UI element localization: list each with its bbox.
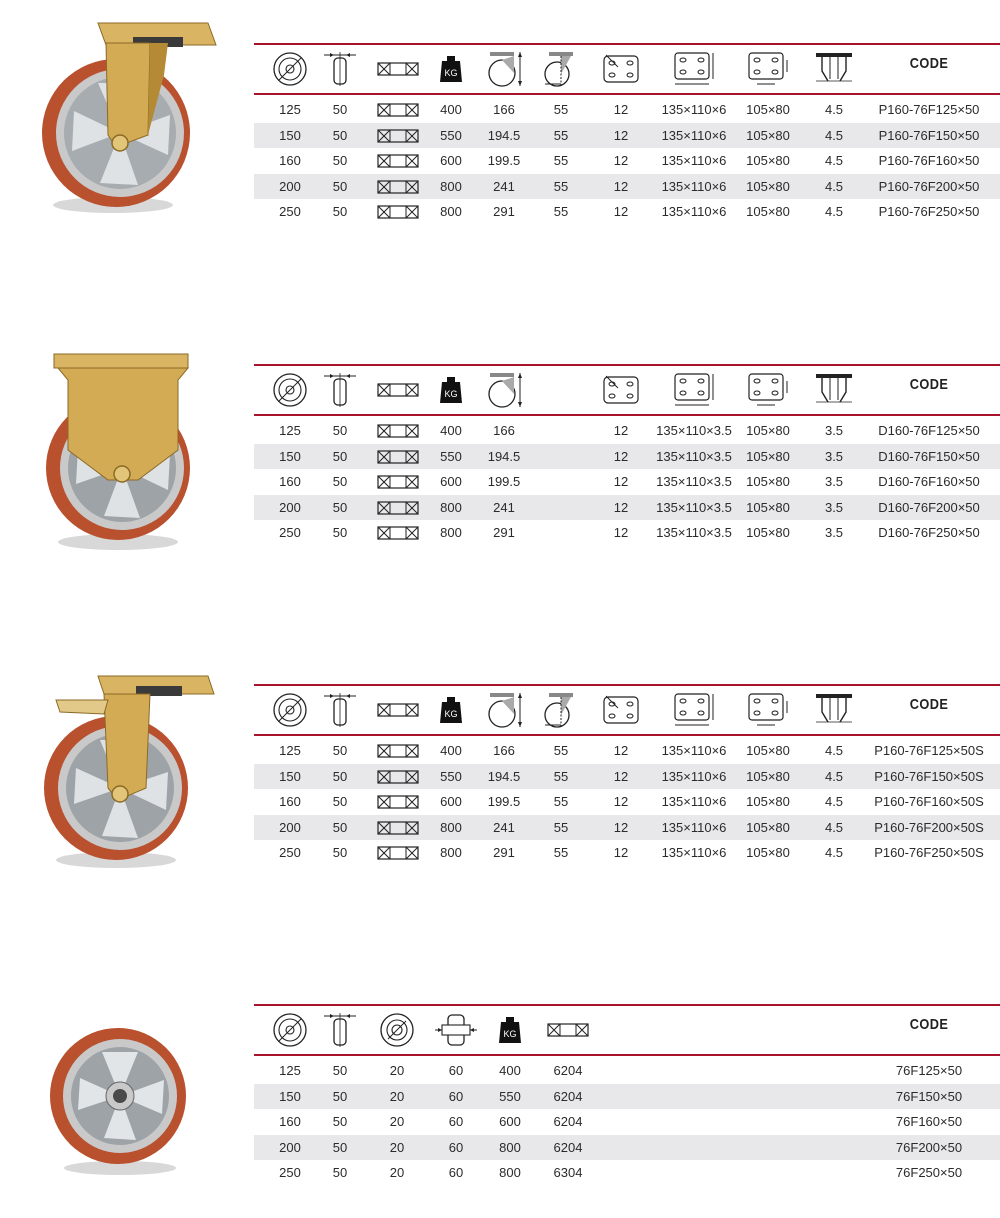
plate-size-value: 135×110×6	[661, 794, 727, 810]
bolt-hole-value: 12	[613, 448, 629, 464]
wheel-diameter-value: 160	[279, 474, 301, 490]
load-capacity-icon	[487, 1010, 533, 1050]
plate-size-value: 135×110×6	[661, 204, 727, 220]
wheel-diameter-icon	[267, 690, 313, 730]
wheel-diameter-value: 150	[279, 448, 301, 464]
plate-size-value: 135×110×3.5	[656, 474, 732, 490]
wheel-diameter-value: 125	[279, 1063, 301, 1078]
wheel-diameter-value: 125	[279, 102, 301, 117]
bearing-type-icon	[375, 690, 421, 730]
thickness-value: 4.5	[824, 768, 844, 784]
load-value: 400	[499, 1063, 521, 1078]
code-value: 76F200×50	[895, 1139, 963, 1155]
bore-value: 20	[389, 1088, 405, 1104]
bolt-hole-value: 12	[613, 423, 629, 438]
table-row	[254, 520, 1000, 546]
svg-text:KG: KG	[444, 68, 458, 78]
bolt-spacing-value: 105×80	[746, 525, 790, 541]
thickness-value: 4.5	[824, 204, 844, 220]
code-value: P160-76F200×50	[878, 178, 980, 194]
wheel-diameter-value: 160	[279, 794, 301, 810]
bolt-hole-value: 12	[613, 743, 629, 758]
hub-length-value: 60	[448, 1088, 464, 1104]
load-value: 400	[440, 102, 462, 117]
thickness-value: 4.5	[824, 102, 844, 117]
load-value: 600	[440, 794, 462, 810]
wheel-diameter-value: 150	[279, 1088, 301, 1104]
code-value: P160-76F125×50S	[874, 743, 984, 758]
bolt-hole-value: 12	[613, 474, 629, 490]
table-top-rule	[254, 684, 1000, 686]
wheel-diameter-value: 250	[279, 1165, 301, 1181]
plate-size-value: 135×110×6	[661, 153, 727, 169]
height-value: 241	[493, 178, 515, 194]
wheel-width-value: 50	[332, 204, 348, 220]
bearing-value: 6204	[553, 1139, 583, 1155]
bearing-type-icon	[377, 129, 419, 143]
bolt-hole-value: 12	[613, 794, 629, 810]
bolt-spacing-icon	[745, 49, 791, 89]
bearing-type-icon	[377, 475, 419, 489]
load-value: 550	[440, 127, 462, 143]
bore-diameter-icon	[374, 1010, 420, 1050]
height-value: 194.5	[487, 768, 521, 784]
wheel-width-value: 50	[332, 448, 348, 464]
load-capacity-icon	[428, 690, 474, 730]
svg-text:KG: KG	[444, 389, 458, 399]
load-value: 400	[440, 423, 462, 438]
code-value: P160-76F250×50S	[874, 845, 984, 861]
table-row	[254, 1058, 1000, 1084]
bolt-spacing-value: 105×80	[746, 499, 790, 515]
code-header: CODE	[909, 376, 949, 393]
bearing-type-icon	[377, 424, 419, 438]
bearing-type-icon	[545, 1010, 591, 1050]
bolt-hole-value: 12	[613, 819, 629, 835]
bearing-type-icon	[375, 370, 421, 410]
height-value: 166	[493, 423, 515, 438]
bolt-spacing-value: 105×80	[746, 743, 790, 758]
table-row	[254, 97, 1000, 123]
height-value: 166	[493, 743, 515, 758]
bolt-spacing-value: 105×80	[746, 178, 790, 194]
plate-size-value: 135×110×3.5	[656, 525, 732, 541]
wheel-diameter-value: 200	[279, 178, 301, 194]
code-value: D160-76F200×50	[878, 499, 980, 515]
table-row	[254, 418, 1000, 444]
bolt-hole-value: 12	[613, 525, 629, 541]
bearing-type-icon	[377, 501, 419, 515]
thickness-value: 4.5	[824, 153, 844, 169]
header-rule	[254, 414, 1000, 416]
bolt-spacing-value: 105×80	[746, 768, 790, 784]
wheel-width-value: 50	[332, 743, 348, 758]
plate-size-value: 135×110×3.5	[656, 423, 732, 438]
plate-size-value: 135×110×6	[661, 743, 727, 758]
offset-value: 55	[553, 794, 569, 810]
overall-height-icon	[481, 370, 527, 410]
bearing-type-icon	[377, 205, 419, 219]
top-plate-size-icon	[671, 690, 717, 730]
wheel-width-value: 50	[332, 525, 348, 541]
bearing-type-icon	[377, 103, 419, 117]
code-value: P160-76F150×50S	[874, 768, 984, 784]
wheel-width-value: 50	[332, 768, 348, 784]
bolt-hole-value: 12	[613, 178, 629, 194]
offset-value: 55	[553, 153, 569, 169]
wheel-diameter-icon	[267, 1010, 313, 1050]
bolt-hole-value: 12	[613, 845, 629, 861]
code-value: D160-76F125×50	[878, 423, 980, 438]
wheel-only-image	[38, 1018, 228, 1218]
table-top-rule	[254, 43, 1000, 45]
thickness-value: 4.5	[824, 743, 844, 758]
svg-text:KG: KG	[444, 709, 458, 719]
bore-value: 20	[389, 1114, 405, 1130]
rigid-caster-image	[38, 350, 228, 550]
code-value: 76F125×50	[895, 1063, 963, 1078]
load-value: 400	[440, 743, 462, 758]
bolt-spacing-icon	[745, 690, 791, 730]
wheel-diameter-value: 150	[279, 768, 301, 784]
bolt-spacing-value: 105×80	[746, 204, 790, 220]
overall-height-icon	[481, 690, 527, 730]
bearing-type-icon	[377, 526, 419, 540]
table-top-rule	[254, 364, 1000, 366]
svg-text:KG: KG	[503, 1029, 517, 1039]
offset-value: 55	[553, 102, 569, 117]
swivel-offset-icon	[538, 690, 584, 730]
code-value: P160-76F160×50S	[874, 794, 984, 810]
plate-size-value: 135×110×6	[661, 102, 727, 117]
wheel-width-icon	[317, 690, 363, 730]
table-row	[254, 764, 1000, 790]
wheel-width-value: 50	[332, 127, 348, 143]
bearing-type-icon	[377, 154, 419, 168]
plate-size-value: 135×110×6	[661, 845, 727, 861]
plate-thickness-icon	[811, 49, 857, 89]
overall-height-icon	[481, 49, 527, 89]
load-value: 800	[440, 204, 462, 220]
bearing-value: 6204	[553, 1088, 583, 1104]
thickness-value: 4.5	[824, 819, 844, 835]
load-value: 600	[499, 1114, 521, 1130]
code-value: P160-76F125×50	[878, 102, 980, 117]
wheel-width-value: 50	[332, 819, 348, 835]
plate-thickness-icon	[811, 370, 857, 410]
hub-length-value: 60	[448, 1063, 464, 1078]
plate-thickness-icon	[811, 690, 857, 730]
thickness-value: 4.5	[824, 178, 844, 194]
bearing-type-icon	[375, 49, 421, 89]
load-value: 800	[440, 525, 462, 541]
wheel-width-value: 50	[332, 845, 348, 861]
height-value: 241	[493, 499, 515, 515]
wheel-width-value: 50	[332, 1139, 348, 1155]
bolt-hole-value: 12	[613, 102, 629, 117]
top-plate-size-icon	[671, 370, 717, 410]
bearing-value: 6304	[553, 1165, 583, 1181]
hub-length-value: 60	[448, 1139, 464, 1155]
code-value: D160-76F150×50	[878, 448, 980, 464]
plate-size-value: 135×110×6	[661, 127, 727, 143]
wheel-width-value: 50	[332, 423, 348, 438]
table-row	[254, 174, 1000, 200]
wheel-diameter-value: 250	[279, 525, 301, 541]
wheel-diameter-value: 250	[279, 845, 301, 861]
bolt-spacing-value: 105×80	[746, 102, 790, 117]
code-value: D160-76F250×50	[878, 525, 980, 541]
wheel-width-value: 50	[332, 1165, 348, 1181]
load-value: 800	[440, 499, 462, 515]
wheel-width-value: 50	[332, 474, 348, 490]
plate-size-value: 135×110×6	[661, 768, 727, 784]
wheel-width-value: 50	[332, 102, 348, 117]
plate-size-value: 135×110×3.5	[656, 448, 732, 464]
top-plate-size-icon	[671, 49, 717, 89]
bolt-hole-value: 12	[613, 127, 629, 143]
wheel-width-value: 50	[332, 499, 348, 515]
height-value: 291	[493, 525, 515, 541]
offset-value: 55	[553, 204, 569, 220]
bearing-value: 6204	[553, 1063, 583, 1078]
load-value: 600	[440, 153, 462, 169]
bolt-hole-value: 12	[613, 153, 629, 169]
height-value: 194.5	[487, 127, 521, 143]
table-row	[254, 495, 1000, 521]
hub-length-icon	[433, 1010, 479, 1050]
height-value: 199.5	[487, 474, 521, 490]
code-value: P160-76F160×50	[878, 153, 980, 169]
height-value: 291	[493, 845, 515, 861]
table-row	[254, 789, 1000, 815]
bolt-spacing-value: 105×80	[746, 845, 790, 861]
load-capacity-icon	[428, 370, 474, 410]
bore-value: 20	[389, 1139, 405, 1155]
height-value: 194.5	[487, 448, 521, 464]
wheel-width-value: 50	[332, 178, 348, 194]
wheel-diameter-value: 200	[279, 819, 301, 835]
table-top-rule	[254, 1004, 1000, 1006]
offset-value: 55	[553, 178, 569, 194]
table-row	[254, 123, 1000, 149]
bolt-spacing-value: 105×80	[746, 448, 790, 464]
code-value: 76F160×50	[895, 1114, 963, 1130]
plate-size-value: 135×110×6	[661, 178, 727, 194]
table-row	[254, 815, 1000, 841]
table-row	[254, 199, 1000, 225]
bolt-spacing-value: 105×80	[746, 474, 790, 490]
swivel-caster-image	[38, 15, 228, 215]
table-row	[254, 444, 1000, 470]
thickness-value: 3.5	[824, 423, 844, 438]
wheel-diameter-value: 125	[279, 423, 301, 438]
offset-value: 55	[553, 768, 569, 784]
wheel-width-value: 50	[332, 1063, 348, 1078]
offset-value: 55	[553, 743, 569, 758]
bolt-spacing-value: 105×80	[746, 819, 790, 835]
bearing-type-icon	[377, 770, 419, 784]
code-value: P160-76F250×50	[878, 204, 980, 220]
code-value: 76F150×50	[895, 1088, 963, 1104]
thickness-value: 3.5	[824, 448, 844, 464]
offset-value: 55	[553, 127, 569, 143]
wheel-diameter-value: 200	[279, 499, 301, 515]
load-value: 800	[499, 1165, 521, 1181]
bolt-spacing-value: 105×80	[746, 423, 790, 438]
load-value: 550	[440, 448, 462, 464]
load-capacity-icon	[428, 49, 474, 89]
bore-value: 20	[389, 1165, 405, 1181]
thickness-value: 3.5	[824, 499, 844, 515]
bolt-hole-value: 12	[613, 204, 629, 220]
load-value: 800	[440, 845, 462, 861]
offset-value: 55	[553, 819, 569, 835]
bearing-type-icon	[377, 744, 419, 758]
wheel-width-value: 50	[332, 794, 348, 810]
wheel-width-icon	[317, 370, 363, 410]
table-row	[254, 1084, 1000, 1110]
code-value: P160-76F200×50S	[874, 819, 984, 835]
code-value: 76F250×50	[895, 1165, 963, 1181]
table-row	[254, 148, 1000, 174]
hub-length-value: 60	[448, 1165, 464, 1181]
table-row	[254, 1160, 1000, 1186]
code-header: CODE	[909, 696, 949, 713]
offset-value: 55	[553, 845, 569, 861]
table-row	[254, 469, 1000, 495]
wheel-width-icon	[317, 49, 363, 89]
load-value: 800	[440, 178, 462, 194]
bearing-type-icon	[377, 180, 419, 194]
header-rule	[254, 93, 1000, 95]
bearing-value: 6204	[553, 1114, 583, 1130]
height-value: 241	[493, 819, 515, 835]
wheel-diameter-value: 150	[279, 127, 301, 143]
header-rule	[254, 1054, 1000, 1056]
hub-length-value: 60	[448, 1114, 464, 1130]
load-value: 550	[499, 1088, 521, 1104]
code-header: CODE	[909, 55, 949, 72]
bolt-hole-icon	[598, 370, 644, 410]
wheel-width-value: 50	[332, 153, 348, 169]
wheel-diameter-value: 250	[279, 204, 301, 220]
wheel-diameter-value: 160	[279, 1114, 301, 1130]
plate-size-value: 135×110×3.5	[656, 499, 732, 515]
bearing-type-icon	[377, 795, 419, 809]
table-row	[254, 840, 1000, 866]
height-value: 199.5	[487, 153, 521, 169]
wheel-width-icon	[317, 1010, 363, 1050]
bolt-spacing-value: 105×80	[746, 153, 790, 169]
wheel-diameter-icon	[267, 49, 313, 89]
swivel-offset-icon	[538, 49, 584, 89]
table-row	[254, 1135, 1000, 1161]
load-value: 550	[440, 768, 462, 784]
wheel-diameter-icon	[267, 370, 313, 410]
height-value: 199.5	[487, 794, 521, 810]
thickness-value: 3.5	[824, 474, 844, 490]
wheel-diameter-value: 200	[279, 1139, 301, 1155]
bolt-hole-value: 12	[613, 768, 629, 784]
wheel-width-value: 50	[332, 1114, 348, 1130]
bore-value: 20	[389, 1063, 405, 1078]
load-value: 800	[440, 819, 462, 835]
code-header: CODE	[909, 1016, 949, 1033]
height-value: 291	[493, 204, 515, 220]
bearing-type-icon	[377, 450, 419, 464]
code-value: D160-76F160×50	[878, 474, 980, 490]
wheel-diameter-value: 125	[279, 743, 301, 758]
table-row	[254, 738, 1000, 764]
load-value: 600	[440, 474, 462, 490]
bolt-hole-icon	[598, 49, 644, 89]
thickness-value: 4.5	[824, 127, 844, 143]
bolt-hole-icon	[598, 690, 644, 730]
bearing-type-icon	[377, 846, 419, 860]
bolt-spacing-value: 105×80	[746, 794, 790, 810]
plate-size-value: 135×110×6	[661, 819, 727, 835]
header-rule	[254, 734, 1000, 736]
wheel-width-value: 50	[332, 1088, 348, 1104]
bolt-hole-value: 12	[613, 499, 629, 515]
thickness-value: 4.5	[824, 845, 844, 861]
code-value: P160-76F150×50	[878, 127, 980, 143]
thickness-value: 3.5	[824, 525, 844, 541]
bearing-type-icon	[377, 821, 419, 835]
wheel-diameter-value: 160	[279, 153, 301, 169]
bolt-spacing-icon	[745, 370, 791, 410]
load-value: 800	[499, 1139, 521, 1155]
bolt-spacing-value: 105×80	[746, 127, 790, 143]
swivel-brake-caster-image	[38, 668, 228, 868]
height-value: 166	[493, 102, 515, 117]
thickness-value: 4.5	[824, 794, 844, 810]
table-row	[254, 1109, 1000, 1135]
